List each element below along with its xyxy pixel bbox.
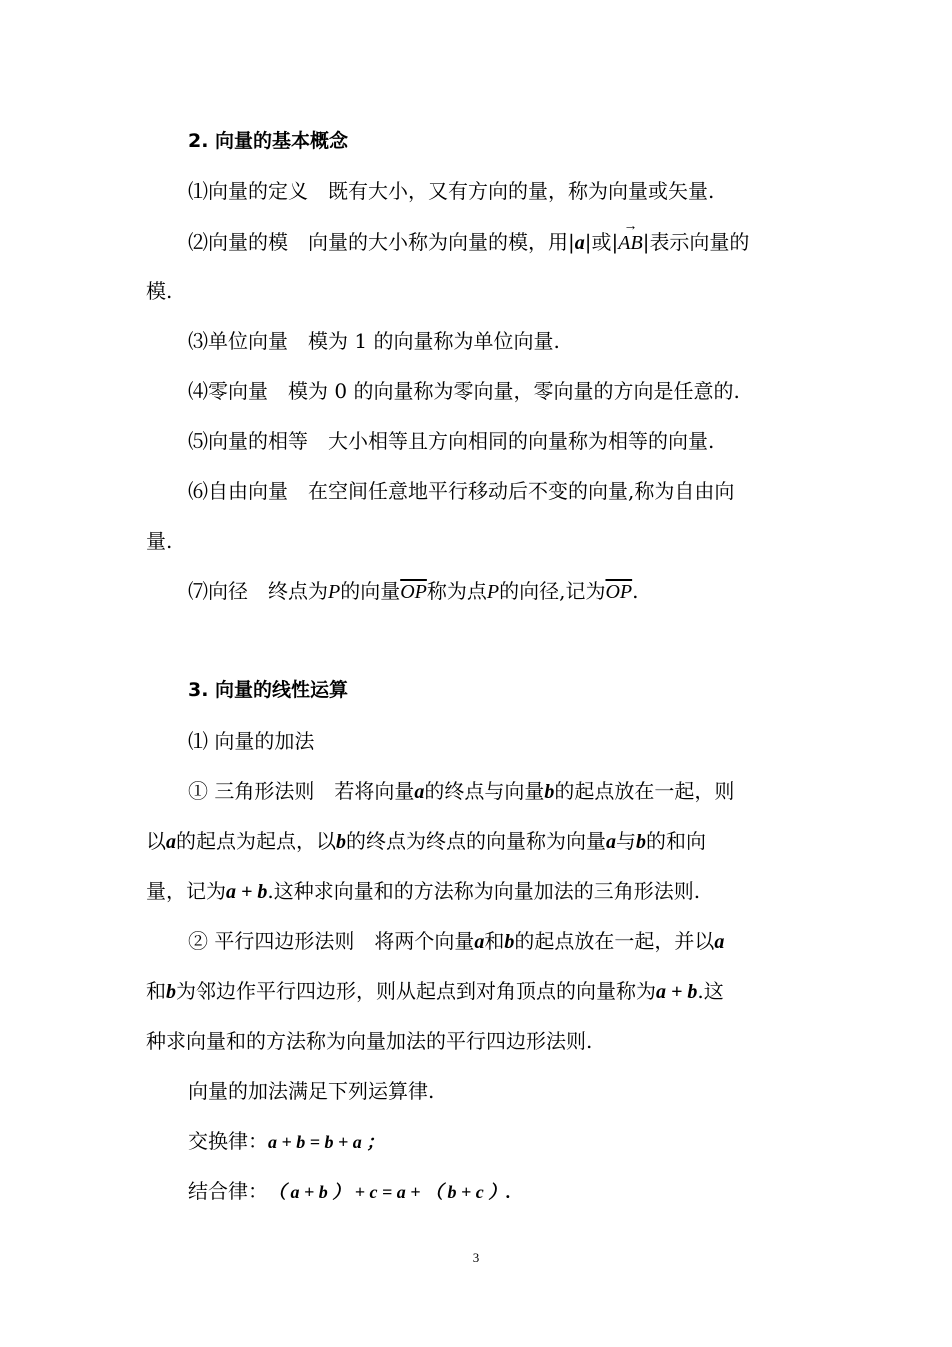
parallelogram-rule-line2 — [146, 977, 724, 1006]
vector-a-symbol: a — [474, 931, 485, 953]
associative-law — [188, 1177, 511, 1206]
tri-text: .这种求向量和的方法称为向量加法的三角形法则. — [267, 879, 701, 903]
item-modulus-cont: 模. — [146, 279, 173, 303]
modulus-text: ⑵向量的模 向量的大小称为向量的模，用 — [188, 230, 568, 254]
triangle-rule-line1 — [188, 777, 734, 806]
item-position-vector — [188, 577, 639, 606]
para-text: 和 — [146, 979, 166, 1003]
tri-text: 的起点为起点，以 — [176, 829, 336, 853]
tri-text: 以 — [146, 829, 166, 853]
vector-a-symbol: a — [714, 931, 725, 953]
vector-op-symbol: $\overline{OP}$ — [400, 581, 427, 603]
item-equal-vectors: ⑸向量的相等 大小相等且方向相同的向量称为相等的向量. — [188, 429, 715, 453]
section3-title: 3. 向量的线性运算 — [188, 679, 349, 701]
item-zero-vector: ⑷零向量 模为 0 的向量称为零向量，零向量的方向是任意的. — [188, 379, 740, 403]
associative-label: 结合律： — [188, 1179, 268, 1203]
pv-text-1: ⑺向径 终点为 — [188, 579, 328, 603]
tri-text: ① 三角形法则 若将向量 — [188, 779, 415, 803]
pv-text-4: 的向径,记为 — [499, 579, 606, 603]
parallelogram-rule-line3: 种求向量和的方法称为向量加法的平行四边形法则. — [146, 1029, 593, 1053]
tri-text: 与 — [616, 829, 636, 853]
addition-title: ⑴ 向量的加法 — [188, 729, 315, 753]
tri-text: 量，记为 — [146, 879, 226, 903]
para-text: 和 — [484, 929, 505, 953]
parallelogram-rule-line1 — [188, 927, 724, 956]
commutative-formula: a + b = b + a ； — [268, 1132, 385, 1152]
pv-text-2: 的向量 — [340, 579, 401, 603]
para-text: 为邻边作平行四边形，则从起点到对角顶点的向量称为 — [176, 979, 656, 1003]
vector-b-symbol: b — [504, 931, 515, 953]
item-free-vector: ⑹自由向量 在空间任意地平行移动后不变的向量,称为自由向 — [188, 479, 735, 503]
vector-b-symbol: b — [636, 831, 646, 853]
vector-ab-symbol: → AB — [618, 229, 642, 257]
item-modulus: ⑵向量的模 向量的大小称为向量的模，用|a|或|→ AB|表示向量的 — [188, 228, 749, 257]
triangle-rule-line2 — [146, 827, 706, 856]
para-text: .这 — [697, 979, 724, 1003]
laws-intro: 向量的加法满足下列运算律. — [188, 1079, 435, 1103]
vector-a-symbol: a — [574, 232, 585, 254]
point-p-symbol: P — [328, 581, 341, 603]
commutative-label: 交换律： — [188, 1129, 268, 1153]
associative-formula: （ a + b ） + c = a + （ b + c ）. — [268, 1182, 511, 1202]
para-text: 的起点放在一起，并以 — [514, 929, 715, 953]
commutative-law — [188, 1127, 384, 1156]
tri-text: 的终点与向量 — [424, 779, 545, 803]
vector-a-symbol: a — [414, 781, 425, 803]
para-text: ② 平行四边形法则 将两个向量 — [188, 929, 475, 953]
section2-title: 2. 向量的基本概念 — [188, 130, 349, 152]
vector-b-symbol: b — [544, 781, 555, 803]
item-free-vector-cont: 量. — [146, 529, 173, 553]
sum-formula: a + b — [656, 981, 698, 1003]
page-number: 3 — [472, 1250, 480, 1265]
triangle-rule-line3 — [146, 877, 700, 906]
item-unit-vector: ⑶单位向量 模为 1 的向量称为单位向量. — [188, 329, 560, 353]
sum-formula: a + b — [226, 881, 268, 903]
pv-period: . — [632, 579, 639, 603]
modulus-tail: 表示向量的 — [649, 230, 750, 254]
vector-op-symbol-2: $\overline{OP}$ — [605, 581, 633, 603]
vector-b-symbol: b — [336, 831, 346, 853]
point-p-symbol-2: P — [486, 581, 500, 603]
vector-a-symbol: a — [166, 831, 176, 853]
tri-text: 的终点为终点的向量称为向量 — [346, 829, 606, 853]
pv-text-3: 称为点 — [426, 579, 487, 603]
vector-b-symbol: b — [166, 981, 176, 1003]
tri-text: 的起点放在一起，则 — [554, 779, 735, 803]
tri-text: 的和向 — [646, 829, 706, 853]
or-text: 或 — [591, 230, 612, 254]
vector-a-symbol: a — [606, 831, 616, 853]
item-definition: ⑴向量的定义 既有大小，又有方向的量，称为向量或矢量. — [188, 179, 715, 203]
